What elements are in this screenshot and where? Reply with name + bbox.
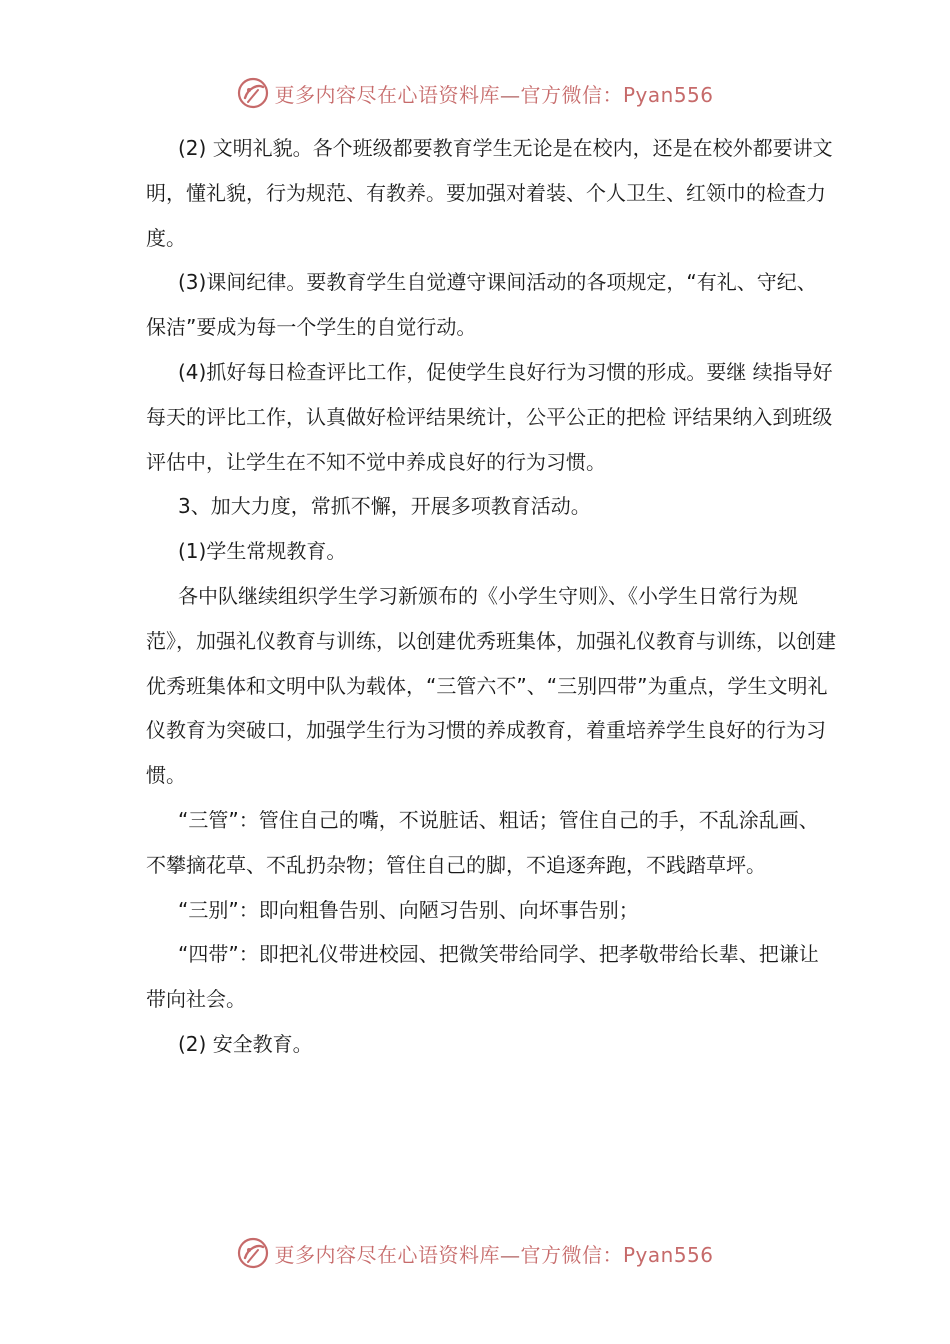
document-body (146, 126, 836, 1067)
paragraph: (4)抓好每日检查评比工作，促使学生良好行为习惯的形成。要继 续指导好每天的评比工作，认真做好检评结果统计，公平公正的把检 评结果纳入到班级评估中，让学生在不知不觉中养成良好的行为习惯。 (146, 359, 833, 474)
brand-logo-icon (236, 76, 270, 110)
paragraph: 各中队继续组织学生学习新颁布的《小学生守则》、《小学生日常行为规范》，加强礼仪教育与训练，以创建优秀班集体，加强礼仪教育与训练，以创建优秀班集体和文明中队为载体，“三管六不”、“三别四带”为重点，学生文明礼仪教育为突破口，加强学生行为习惯的养成教育，着重培养学生良好的行为习惯。 (146, 583, 836, 788)
paragraph: (1)学生常规教育。 (178, 539, 347, 564)
watermark-text: 更多内容尽在心语资料库—官方微信：Pyan556 (274, 82, 714, 107)
footer-watermark (0, 1233, 950, 1273)
paragraph: “四带”：即把礼仪带进校园、把微笑带给同学、把孝敬带给长辈、把谦让带向社会。 (146, 942, 819, 1012)
paragraph: “三管”：管住自己的嘴，不说脏话、粗话；管住自己的手，不乱涂乱画、不攀摘花草、不乱扔杂物；管住自己的脚，不追逐奔跑，不践踏草坪。 (146, 807, 819, 877)
watermark-text: 更多内容尽在心语资料库—官方微信：Pyan556 (274, 1242, 714, 1267)
paragraph: (2) 文明礼貌。各个班级都要教育学生无论是在校内，还是在校外都要讲文明，懂礼貌，行为规范、有教养。要加强对着装、个人卫生、红领巾的检查力度。 (146, 136, 833, 250)
paragraph: (2) 安全教育。 (178, 1031, 313, 1056)
paragraph: 3、加大力度，常抓不懈，开展多项教育活动。 (178, 494, 591, 519)
brand-logo-icon (236, 1236, 270, 1270)
header-watermark (0, 73, 950, 113)
paragraph: “三别”：即向粗鲁告别、向陋习告别、向坏事告别； (178, 897, 639, 922)
paragraph: (3)课间纪律。要教育学生自觉遵守课间活动的各项规定，“有礼、守纪、保洁”要成为每一个学生的自觉行动。 (146, 270, 817, 340)
